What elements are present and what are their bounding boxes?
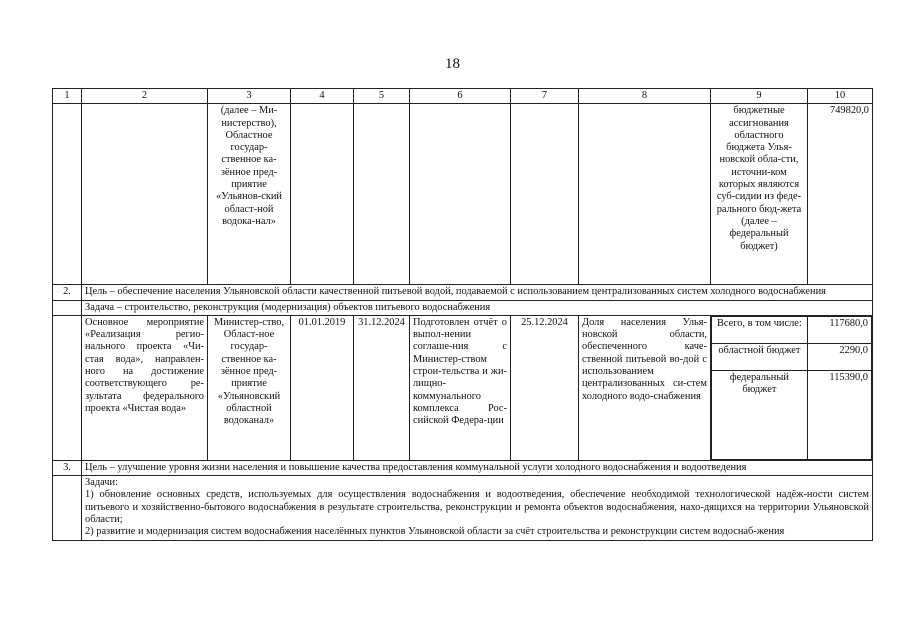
- task-2-text: Задача – строительство, реконструкция (модернизация) объектов питьевого водоснабжения: [82, 300, 873, 315]
- end-date-cell: 31.12.2024: [354, 315, 410, 460]
- main-activity-row: [53, 315, 873, 460]
- goal-2-row: [53, 285, 873, 300]
- goal-number: 2.: [53, 285, 82, 300]
- funding-subtable: [711, 316, 872, 460]
- task-item: 2) развитие и модернизация систем водоснабжения населённых пунктов Ульяновской области за счёт строительства и реконструкции систем водоснаб-жения: [85, 526, 785, 538]
- header-cell: 2: [82, 89, 208, 104]
- funding-row: [712, 370, 872, 459]
- goal-3-text: Цель – улучшение уровня жизни населения и повышение качества предоставления коммунальной услуги холодного водоснабжения и водоотведения: [82, 460, 873, 475]
- header-cell: 10: [808, 89, 873, 104]
- activity-name-cell: Основное мероприятие «Реализация регио-нального проекта «Чи-стая вода», направлен-ного на достижение соответствующего ре-зультата федерального проекта «Чистая вода»: [82, 315, 208, 460]
- indicator-cell: Доля населения Улья-новской области, обеспеченного каче-ственной питьевой во-дой с использованием централизованных си-стем холодного водо-снабжения: [579, 315, 711, 460]
- funding-label: Всего, в том числе:: [712, 316, 808, 343]
- header-cell: 9: [711, 89, 808, 104]
- funding-label: областной бюджет: [712, 343, 808, 370]
- goal-2-text: Цель – обеспечение населения Ульяновской области качественной питьевой водой, подаваемой с использованием централизованных систем холодного водоснабжения: [82, 285, 873, 300]
- header-cell: 4: [291, 89, 354, 104]
- funding-value: 2290,0: [807, 343, 871, 370]
- goal-number: 3.: [53, 460, 82, 475]
- funding-row: [712, 343, 872, 370]
- goal-3-row: [53, 460, 873, 475]
- funding-cell: [711, 315, 873, 460]
- page-number: 18: [445, 56, 460, 72]
- funding-label: федеральный бюджет: [712, 370, 808, 459]
- tasks-title: Задачи:: [85, 477, 118, 489]
- header-cell: 1: [53, 89, 82, 104]
- task-item: 1) обновление основных средств, используемых для осуществления водоснабжения и водоотведения, обеспечение необходимой технологической надёж-ности систем питьевого и хозяйственно-бытового водоснабжения в результате строительства, реконструкции и ремонта объектов водоснабжения, нахо-дящихся на территории Ульяновской области;: [85, 489, 869, 526]
- program-table: [52, 88, 873, 541]
- continuation-row: [53, 104, 873, 285]
- header-cell: 6: [410, 89, 511, 104]
- funding-value: 117680,0: [807, 316, 871, 343]
- header-cell: 5: [354, 89, 410, 104]
- header-cell: 7: [511, 89, 579, 104]
- funding-value: 115390,0: [807, 370, 871, 459]
- amount-cell: 749820,0: [808, 104, 873, 285]
- funding-row: [712, 316, 872, 343]
- start-date-cell: 01.01.2019: [291, 315, 354, 460]
- header-row: [53, 89, 873, 104]
- responsible-cell: (далее – Ми-нистерство), Областное государ-ственное ка-зённое пред-приятие «Ульянов-ский област-ной водока-нал»: [208, 104, 291, 285]
- result-cell: Подготовлен отчёт о выпол-нении соглаше-ния с Министер-ством строи-тельства и жи-лищно-коммунального комплекса Рос-сийской Федера-ции: [410, 315, 511, 460]
- header-cell: 3: [208, 89, 291, 104]
- tasks-3-cell: [82, 476, 873, 540]
- header-cell: 8: [579, 89, 711, 104]
- tasks-3-row: [53, 476, 873, 540]
- control-date-cell: 25.12.2024: [511, 315, 579, 460]
- task-2-row: [53, 300, 873, 315]
- responsible-cell: Министер-ство, Област-ное государ-ственное ка-зённое пред-приятие «Ульяновский областной водоканал»: [208, 315, 291, 460]
- funding-source-cell: бюджетные ассигнования областного бюджета Улья-новской обла-сти, источни-ком которых являются суб-сидии из феде-рального бюд-жета (далее – федеральный бюджет): [711, 104, 808, 285]
